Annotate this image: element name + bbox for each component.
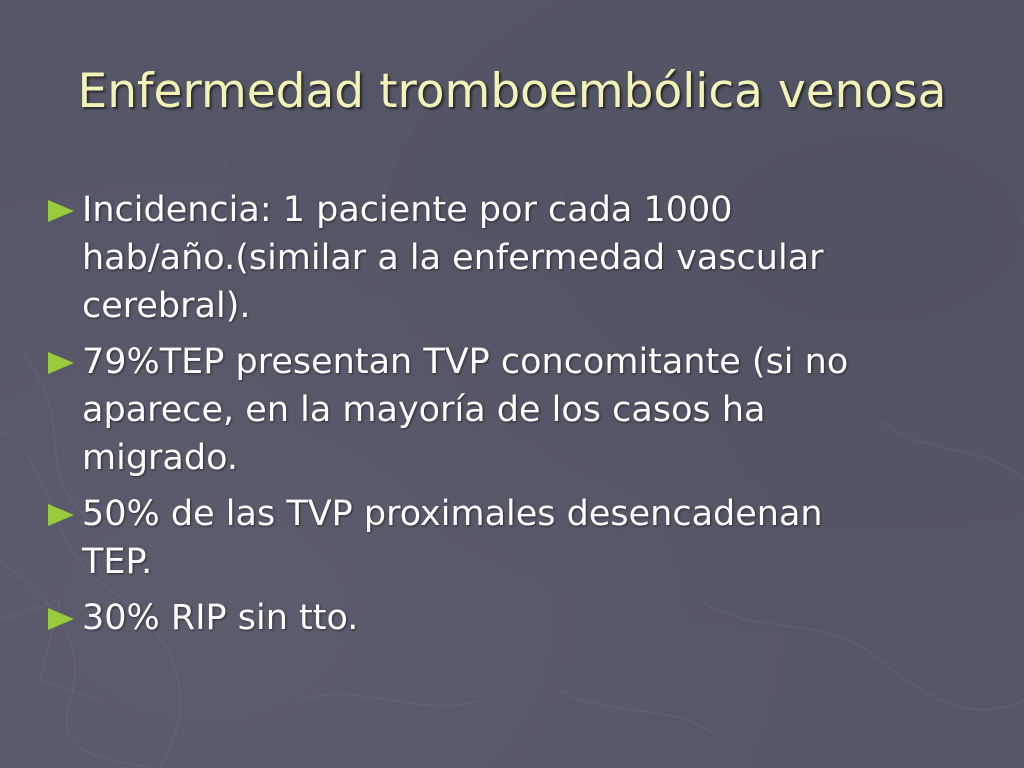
triangle-bullet-icon: [48, 338, 82, 388]
bullet-item: [48, 490, 978, 586]
slide-title: Enfermedad tromboembólica venosa: [77, 64, 947, 119]
triangle-bullet-icon: [48, 186, 82, 236]
triangle-bullet-icon: [48, 490, 82, 540]
bullet-item: [48, 338, 978, 482]
bullet-text: 79%TEP presentan TVP concomitante (si no aparece, en la mayoría de los casos ha migrado.: [82, 342, 849, 478]
bullet-item: [48, 186, 978, 330]
triangle-bullet-icon: [48, 594, 82, 644]
bullet-text: 30% RIP sin tto.: [82, 598, 359, 638]
bullet-text: 50% de las TVP proximales desencadenan TEP.: [82, 494, 823, 582]
bullet-item: [48, 594, 978, 644]
bullet-list: [48, 186, 978, 652]
bullet-text: Incidencia: 1 paciente por cada 1000 hab/año.(similar a la enfermedad vascular cerebral).: [82, 190, 824, 326]
